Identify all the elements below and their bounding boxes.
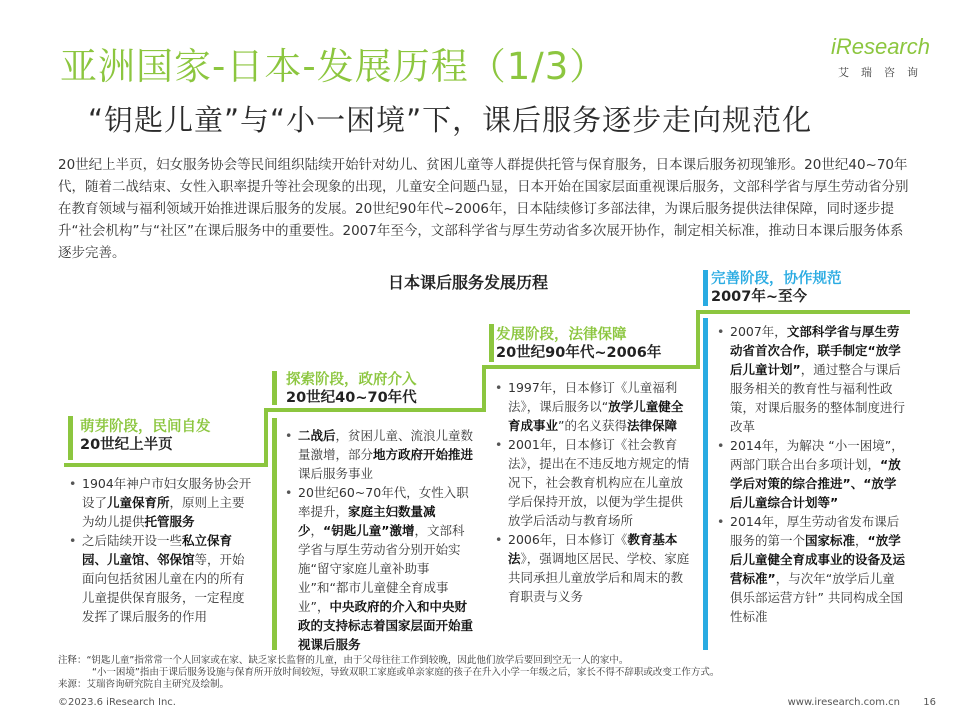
stage-1-bullets xyxy=(68,474,256,626)
bullet-text-segment: 中央政府的介入和中央财政的支持标志着国家层面开始重视课后服务 xyxy=(298,599,474,652)
stage-3-name: 发展阶段，法律保障 xyxy=(496,327,627,343)
step-line-3-v xyxy=(482,365,486,412)
stage-1-bullet-1 xyxy=(68,474,256,531)
stage-2-header xyxy=(286,371,417,407)
stage-2-side-bar xyxy=(272,418,277,650)
step-line-2-h xyxy=(264,408,482,412)
bullet-text-segment: 家庭主妇数量减少 xyxy=(298,504,436,538)
stage-2-bullets xyxy=(284,426,476,654)
bullet-text-segment: 之后陆续开设一些 xyxy=(82,533,183,548)
stage-3-period: 20世纪90年代~2006年 xyxy=(496,345,662,361)
note-line-2: “小一困境”指由于课后服务设施与保育所开放时间较短，导致双职工家庭或单亲家庭的孩子在升入小学一年级之后，家长不得不辞职或改变工作方式。 xyxy=(92,667,720,678)
stage-4-bullet-1 xyxy=(716,322,906,436)
stage-4-bullets xyxy=(716,322,906,626)
step-line-4-h xyxy=(696,310,910,314)
stage-2-period: 20世纪40~70年代 xyxy=(286,390,417,406)
stage-3-header xyxy=(496,326,661,362)
stage-4-name: 完善阶段，协作规范 xyxy=(711,271,842,287)
stage-2-accent xyxy=(272,371,277,405)
bullet-text-segment: ， xyxy=(855,533,868,548)
stage-2-bullet-2 xyxy=(284,483,476,654)
bullet-text-segment: ，与次年“放学后儿童俱乐部运营方针” 共同构成全国性标准 xyxy=(730,571,903,624)
bullet-text-segment: 二战后 xyxy=(298,428,336,443)
source-line: 来源：艾瑞咨询研究院自主研究及绘制。 xyxy=(58,679,230,690)
stage-4-bullet-3 xyxy=(716,512,906,626)
bullet-text-segment: 教育基本法 xyxy=(508,532,678,566)
bullet-text-segment: “放学后儿童健全育成事业的设备及运营标准” xyxy=(730,533,906,586)
notes-block xyxy=(58,655,918,691)
stage-4-side-bar xyxy=(703,318,708,650)
stage-2-bullet-1 xyxy=(284,426,476,483)
page-number: 16 xyxy=(923,697,936,708)
bullet-text-segment: 1997年，日本修订《儿童福利法》，课后服务以“ xyxy=(508,380,678,414)
bullet-text-segment: ， xyxy=(310,523,324,538)
copyright: ©2023.6 iResearch Inc. xyxy=(58,697,176,708)
bullet-text-segment: ，原则上主要为幼儿提供 xyxy=(82,495,245,529)
stage-4-period: 2007年~至今 xyxy=(711,289,808,305)
bullet-text-segment: 2007年， xyxy=(730,324,787,339)
intro-paragraph: 20世纪上半页，妇女服务协会等民间组织陆续开始针对幼儿、贫困儿童等人群提供托管与保育服务，日本课后服务初现雏形。20世纪40~70年代，随着二战结束、女性入职率提升等社会现象的出现，儿童安全问题凸显，日本开始在国家层面重视课后服务，文部科学省与厚生劳动省分别在教育领域与福利领域开始推进课后服务的发展。20世纪90年代~2006年，日本陆续修订多部法律，为课后服务提供法律保障，同时逐步提升“社会机构”与“社区”在课后服务中的重要性。2007年至今，文部科学省与厚生劳动省多次展开协作，制定相关标准，推动日本课后服务体系逐步完善。 xyxy=(58,157,909,261)
stage-3-bullet-3 xyxy=(494,530,690,606)
stage-3-bullets xyxy=(494,378,690,606)
bullet-text-segment: ，贫困儿童、流浪儿童数量激增，部分 xyxy=(298,428,474,462)
bullet-text-segment: 课后服务事业 xyxy=(298,466,374,481)
stage-1-header xyxy=(80,418,211,454)
page-subtitle: “钥匙儿童”与“小一困境”下，课后服务逐步走向规范化 xyxy=(88,103,813,137)
bullet-text-segment: ，文部科学省与厚生劳动省分别开始实施“留守家庭儿童补助事业”和“都市儿童健全育成事业”， xyxy=(298,523,465,614)
bullet-text-segment: 儿童保育所 xyxy=(107,495,170,510)
bullet-text-segment: 国家标准 xyxy=(805,533,856,548)
bullet-text-segment: 放学儿童健全育成事业 xyxy=(508,399,684,433)
bullet-text-segment: 文部科学省与厚生劳动省首次合作，联手制定“放学后儿童计划” xyxy=(730,324,901,377)
stage-3-bullet-1 xyxy=(494,378,690,435)
bullet-text-segment: 1904年神户市妇女服务协会开设了 xyxy=(82,476,252,510)
bullet-text-segment: 》，强调地区居民、学校、家庭共同承担儿童放学后和周末的教育职责与义务 xyxy=(508,551,690,604)
stage-2-name: 探索阶段，政府介入 xyxy=(286,372,417,388)
stage-4-header xyxy=(711,270,842,306)
stage-1-name: 萌芽阶段，民间自发 xyxy=(80,419,211,435)
bullet-text-segment: “钥匙儿童”激增 xyxy=(323,523,415,538)
bullet-text-segment: 私立保育园、儿童馆、邻保馆 xyxy=(82,533,233,567)
diagram-title: 日本课后服务发展历程 xyxy=(388,273,549,292)
note-line-1: 注释：“钥匙儿童”指常常一个人回家或在家、缺乏家长监督的儿童，由于父母往往工作到较晚，因此他们放学后要回到空无一人的家中。 xyxy=(58,655,629,666)
step-line-4-v xyxy=(696,310,700,369)
stage-1-period: 20世纪上半页 xyxy=(80,437,173,453)
stage-4-accent xyxy=(703,270,708,306)
logo-wordmark: iResearch xyxy=(830,34,930,59)
stage-1-accent xyxy=(68,416,73,460)
bullet-text-segment: 2001年，日本修订《社会教育法》，提出在不违反地方规定的情况下，社会教育机构应在儿童放学后保持开放，以便为学生提供放学后活动与教育场所 xyxy=(508,437,690,528)
stage-3-accent xyxy=(489,324,494,362)
bullet-text-segment: 2014年，为解决 “小一困境”，两部门联合出台多项计划， xyxy=(730,438,904,472)
step-line-1-h xyxy=(64,463,264,467)
bullet-text-segment: “放学后对策的综合推进”、“放学后儿童综合计划等” xyxy=(730,457,901,510)
step-line-2-v xyxy=(264,408,268,467)
step-line-3-h xyxy=(482,365,696,369)
bullet-text-segment: 2006年，日本修订《 xyxy=(508,532,628,547)
stage-1-bullet-2 xyxy=(68,531,256,626)
website-link[interactable]: www.iresearch.com.cn xyxy=(787,697,900,708)
bullet-text-segment: ”的名义获得 xyxy=(558,418,627,433)
stage-3-bullet-2 xyxy=(494,435,690,530)
logo-cn-text: 艾瑞咨询 xyxy=(838,66,930,79)
bullet-text-segment: 地方政府开始推进 xyxy=(373,447,474,462)
stage-4-bullet-2 xyxy=(716,436,906,512)
bullet-text-segment: ，通过整合与课后服务相关的教育性与福利性政策，对课后服务的整体制度进行改革 xyxy=(730,362,906,434)
bullet-text-segment: 托管服务 xyxy=(144,514,195,529)
bullet-text-segment: 等，开始面向包括贫困儿童在内的所有儿童提供保育服务，一定程度发挥了课后服务的作用 xyxy=(82,552,245,624)
bullet-text-segment: 2014年，厚生劳动省发布课后服务的第一个 xyxy=(730,514,900,548)
iresearch-logo xyxy=(820,34,930,84)
bullet-text-segment: 法律保障 xyxy=(627,418,678,433)
bullet-text-segment: 20世纪60~70年代，女性入职率提升， xyxy=(298,485,469,519)
page-title: 亚洲国家-日本-发展历程（1/3） xyxy=(60,45,608,88)
